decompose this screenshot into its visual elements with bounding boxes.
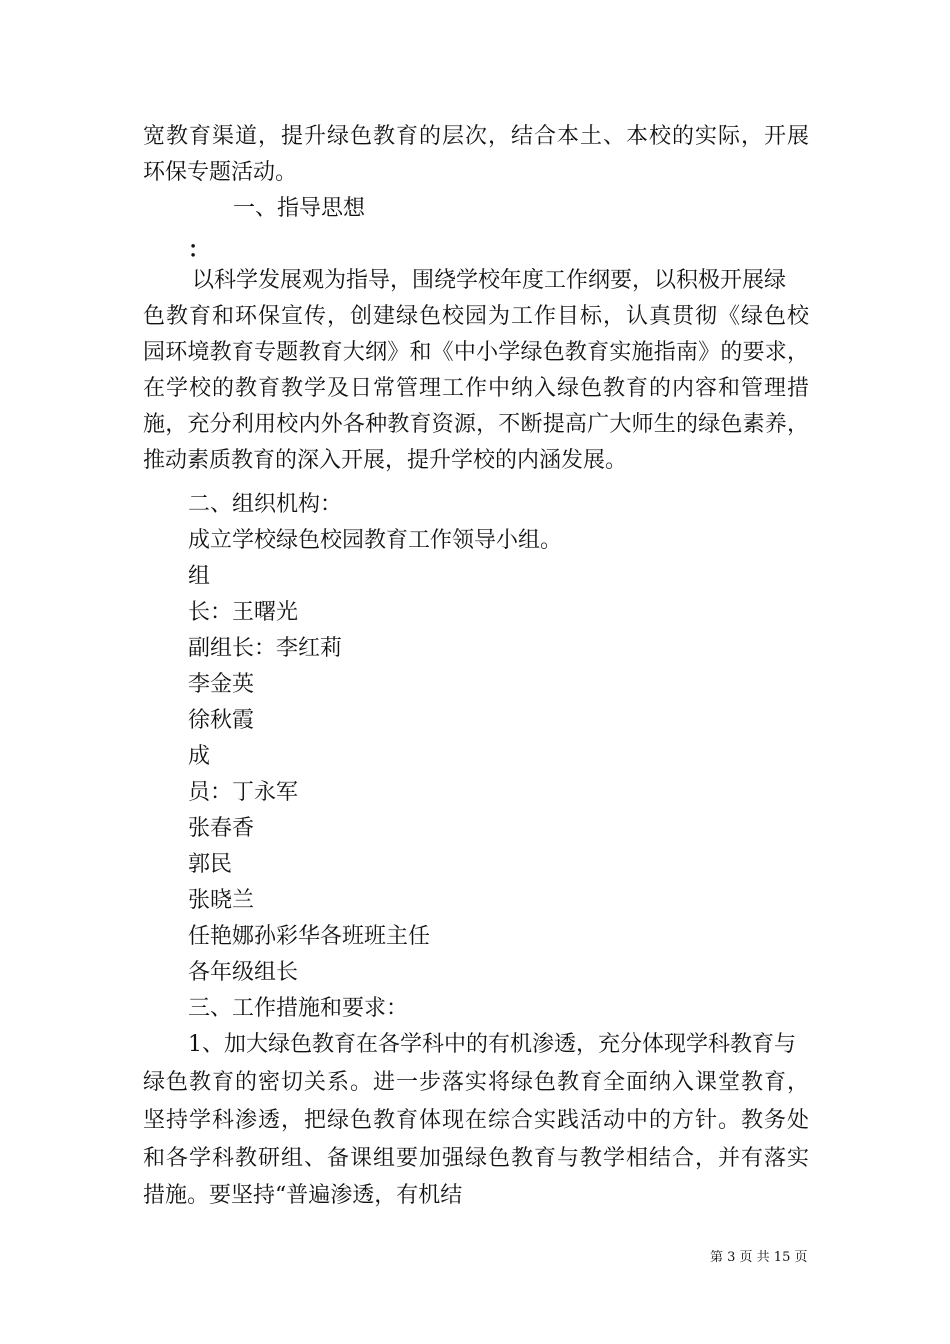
body-line: 绿色教育的密切关系。进一步落实将绿色教育全面纳入课堂教育，	[143, 1070, 809, 1095]
body-line: 坚持学科渗透，把绿色教育体现在综合实践活动中的方针。教务处	[143, 1108, 809, 1133]
section-heading: 三、工作措施和要求：	[188, 996, 409, 1021]
body-line: 各年级组长	[188, 960, 299, 985]
section-heading: 一、指导思想	[233, 196, 366, 221]
body-line: 和各学科教研组、备课组要加强绿色教育与教学相结合，并有落实	[143, 1146, 809, 1171]
body-line: 任艳娜孙彩华各班班主任	[188, 924, 431, 949]
body-line: 成	[188, 744, 211, 769]
body-line: 张春香	[188, 816, 255, 841]
section-heading: 二、组织机构：	[188, 492, 343, 517]
body-line: 副组长：李红莉	[188, 636, 343, 661]
body-line: 以科学发展观为指导，围绕学校年度工作纲要，以积极开展绿	[192, 268, 787, 293]
body-line: 组	[188, 564, 211, 589]
body-line: 成立学校绿色校园教育工作领导小组。	[188, 528, 563, 553]
body-line: 宽教育渠道，提升绿色教育的层次，结合本土、本校的实际，开展	[143, 124, 809, 149]
body-line: 徐秋霞	[188, 708, 255, 733]
body-line: 员：丁永军	[188, 780, 299, 805]
body-line: 措施。要坚持“普遍渗透，有机结	[143, 1183, 463, 1208]
page-number-footer: 第 3 页 共 15 页	[710, 1250, 808, 1265]
body-line: 1、加大绿色教育在各学科中的有机渗透，充分体现学科教育与	[188, 1032, 796, 1057]
body-line: 长：王曙光	[188, 600, 299, 625]
body-line: 环保专题活动。	[143, 160, 298, 185]
body-line: 李金英	[188, 672, 255, 697]
body-line: 张晓兰	[188, 888, 255, 913]
body-line: ：	[188, 237, 211, 263]
body-line: 园环境教育专题教育大纲》和《中小学绿色教育实施指南》的要求，	[143, 340, 809, 365]
body-line: 郭民	[188, 852, 233, 877]
body-line: 色教育和环保宣传，创建绿色校园为工作目标，认真贯彻《绿色校	[143, 304, 809, 329]
body-line: 在学校的教育教学及日常管理工作中纳入绿色教育的内容和管理措	[143, 376, 809, 401]
body-line: 推动素质教育的深入开展，提升学校的内涵发展。	[143, 448, 628, 473]
body-line: 施，充分利用校内外各种教育资源，不断提高广大师生的绿色素养，	[143, 412, 809, 437]
